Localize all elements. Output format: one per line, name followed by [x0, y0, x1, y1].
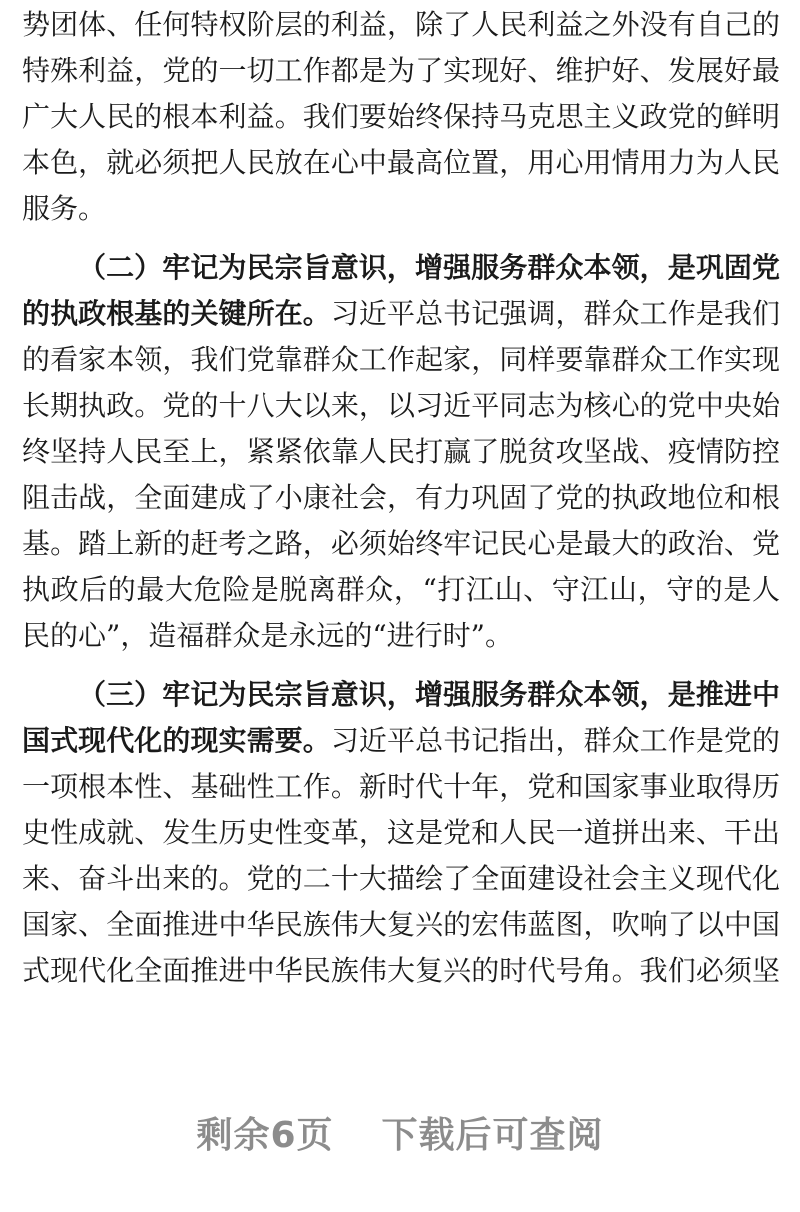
text-line [22, 718, 780, 764]
text-line: 本色，就必须把人民放在心中最高位置，用心用情用力为人民 [22, 146, 780, 179]
text-line: 广大人民的根本利益。我们要始终保持马克思主义政党的鲜明 [22, 100, 780, 133]
text-line: 来、奋斗出来的。党的二十大描绘了全面建设社会主义现代化 [22, 862, 780, 895]
text-line: 终坚持人民至上，紧紧依靠人民打赢了脱贫攻坚战、疫情防控 [22, 435, 780, 468]
download-label: 下载后可查阅 [381, 1115, 604, 1156]
text-line: 国家、全面推进中华民族伟大复兴的宏伟蓝图，吹响了以中国 [22, 908, 780, 941]
section-heading-text: 的执政根基的关键所在。 [22, 297, 331, 330]
section-heading [78, 245, 780, 291]
body-text: 习近平总书记强调，群众工作是我们 [330, 297, 780, 330]
text-line: 长期执政。党的十八大以来，以习近平同志为核心的党中央始 [22, 389, 780, 422]
remaining-pages-label: 剩余6页 [196, 1115, 334, 1156]
text-line: 民的心”，造福群众是永远的“进行时”。 [22, 619, 513, 652]
text-line: 服务。 [22, 192, 107, 225]
section-heading-text: （三）牢记为民宗旨意识，增强服务群众本领，是推进中 [78, 678, 780, 711]
section-heading [78, 672, 780, 718]
text-line: 阻击战，全面建成了小康社会，有力巩固了党的执政地位和根 [22, 481, 780, 514]
text-line: 势团体、任何特权阶层的利益，除了人民利益之外没有自己的 [22, 8, 780, 41]
text-line: 基。踏上新的赶考之路，必须始终牢记民心是最大的政治、党 [22, 527, 780, 560]
download-notice[interactable] [0, 1108, 800, 1164]
text-line [22, 291, 780, 337]
text-line: 执政后的最大危险是脱离群众，“打江山、守江山，守的是人 [22, 573, 780, 606]
section-heading-text: （二）牢记为民宗旨意识，增强服务群众本领，是巩固党 [78, 251, 780, 284]
text-line: 式现代化全面推进中华民族伟大复兴的时代号角。我们必须坚 [22, 954, 780, 987]
body-text: 习近平总书记指出，群众工作是党的 [330, 724, 780, 757]
text-line: 一项根本性、基础性工作。新时代十年，党和国家事业取得历 [22, 770, 780, 803]
section-heading-text: 国式现代化的现实需要。 [22, 724, 331, 757]
text-line: 的看家本领，我们党靠群众工作起家，同样要靠群众工作实现 [22, 343, 780, 376]
text-line: 史性成就、发生历史性变革，这是党和人民一道拼出来、干出 [22, 816, 780, 849]
text-line: 特殊利益，党的一切工作都是为了实现好、维护好、发展好最 [22, 54, 780, 87]
